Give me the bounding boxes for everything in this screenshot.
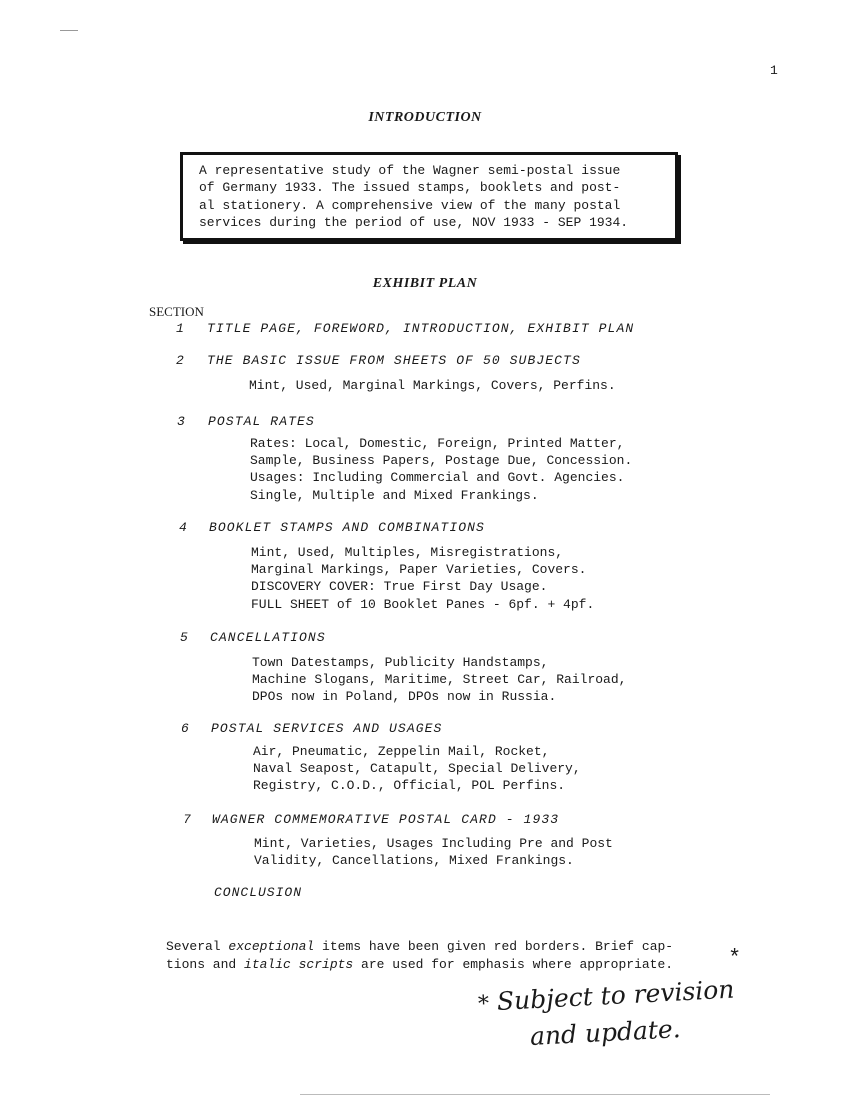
conclusion-heading: CONCLUSION — [214, 885, 303, 900]
intro-line: A representative study of the Wagner semi-postal issue — [199, 163, 621, 178]
detail-line: Usages: Including Commercial and Govt. Agencies. — [250, 470, 625, 486]
intro-line: of Germany 1933. The issued stamps, booklets and post- — [199, 180, 621, 196]
detail-line: Rates: Local, Domestic, Foreign, Printed Matter, — [250, 436, 625, 451]
intro-line: al stationery. A comprehensive view of the many postal — [199, 197, 621, 213]
section-details-2 — [249, 377, 616, 394]
detail-line: Validity, Cancellations, Mixed Frankings. — [254, 853, 574, 869]
footer-line-1: Several exceptional items have been given red borders. Brief cap- — [166, 939, 674, 954]
handwritten-line-1: Subject to revision — [496, 974, 736, 1016]
detail-line: Mint, Varieties, Usages Including Pre and Post — [254, 836, 613, 851]
handwritten-note — [477, 975, 735, 1017]
handwritten-line-2: and update. — [529, 1014, 682, 1051]
section-number-5: 5 — [180, 630, 188, 645]
footer-line-2: tions and italic scripts are used for emphasis where appropriate. — [166, 957, 674, 972]
detail-line: DISCOVERY COVER: True First Day Usage. — [251, 579, 548, 595]
section-title-4: BOOKLET STAMPS AND COMBINATIONS — [209, 520, 485, 535]
section-number-3: 3 — [177, 414, 185, 429]
detail-line: Town Datestamps, Publicity Handstamps, — [252, 655, 549, 670]
detail-line: Registry, C.O.D., Official, POL Perfins. — [253, 778, 566, 794]
detail-line: Naval Seapost, Catapult, Special Delivery, — [253, 761, 581, 777]
introduction-title: INTRODUCTION — [368, 110, 482, 125]
section-details-4 — [251, 544, 594, 613]
asterisk-mark: * — [728, 946, 742, 971]
footer-note — [166, 938, 673, 974]
handwritten-asterisk: * — [477, 991, 490, 1017]
section-number-6: 6 — [181, 721, 189, 736]
section-title-3: POSTAL RATES — [208, 414, 315, 429]
intro-line: services during the period of use, NOV 1933 - SEP 1934. — [199, 214, 629, 230]
section-details-6 — [253, 743, 581, 795]
section-title-5: CANCELLATIONS — [210, 630, 326, 645]
detail-line: Marginal Markings, Paper Varieties, Covers. — [251, 562, 587, 578]
detail-line: FULL SHEET of 10 Booklet Panes - 6pf. + 4pf. — [251, 596, 595, 612]
section-number-7: 7 — [183, 812, 191, 827]
detail-line: Mint, Used, Multiples, Misregistrations, — [251, 545, 564, 560]
section-title-6: POSTAL SERVICES AND USAGES — [211, 721, 443, 736]
scan-edge-line — [300, 1094, 770, 1095]
detail-line: Single, Multiple and Mixed Frankings. — [250, 487, 539, 503]
section-title-7: WAGNER COMMEMORATIVE POSTAL CARD - 1933 — [212, 812, 560, 827]
exhibit-plan-title: EXHIBIT PLAN — [372, 276, 478, 291]
section-header: SECTION — [149, 304, 204, 319]
detail-line: Mint, Used, Marginal Markings, Covers, Perfins. — [249, 378, 616, 393]
section-number-4: 4 — [179, 520, 187, 535]
section-details-7 — [254, 835, 613, 869]
introduction-box — [180, 152, 678, 241]
section-details-5 — [252, 654, 626, 706]
detail-line: Machine Slogans, Maritime, Street Car, Railroad, — [252, 672, 627, 688]
scan-mark — [60, 30, 78, 31]
section-title-2: THE BASIC ISSUE FROM SHEETS OF 50 SUBJECTS — [207, 353, 581, 368]
section-number-2: 2 — [176, 353, 184, 368]
section-number-1: 1 — [176, 321, 184, 336]
section-details-3 — [250, 435, 632, 504]
section-title-1: TITLE PAGE, FOREWORD, INTRODUCTION, EXHIBIT PLAN — [207, 321, 635, 336]
detail-line: Sample, Business Papers, Postage Due, Concession. — [250, 453, 633, 469]
detail-line: Air, Pneumatic, Zeppelin Mail, Rocket, — [253, 744, 550, 759]
page-number: 1 — [770, 63, 778, 78]
detail-line: DPOs now in Poland, DPOs now in Russia. — [252, 689, 557, 705]
